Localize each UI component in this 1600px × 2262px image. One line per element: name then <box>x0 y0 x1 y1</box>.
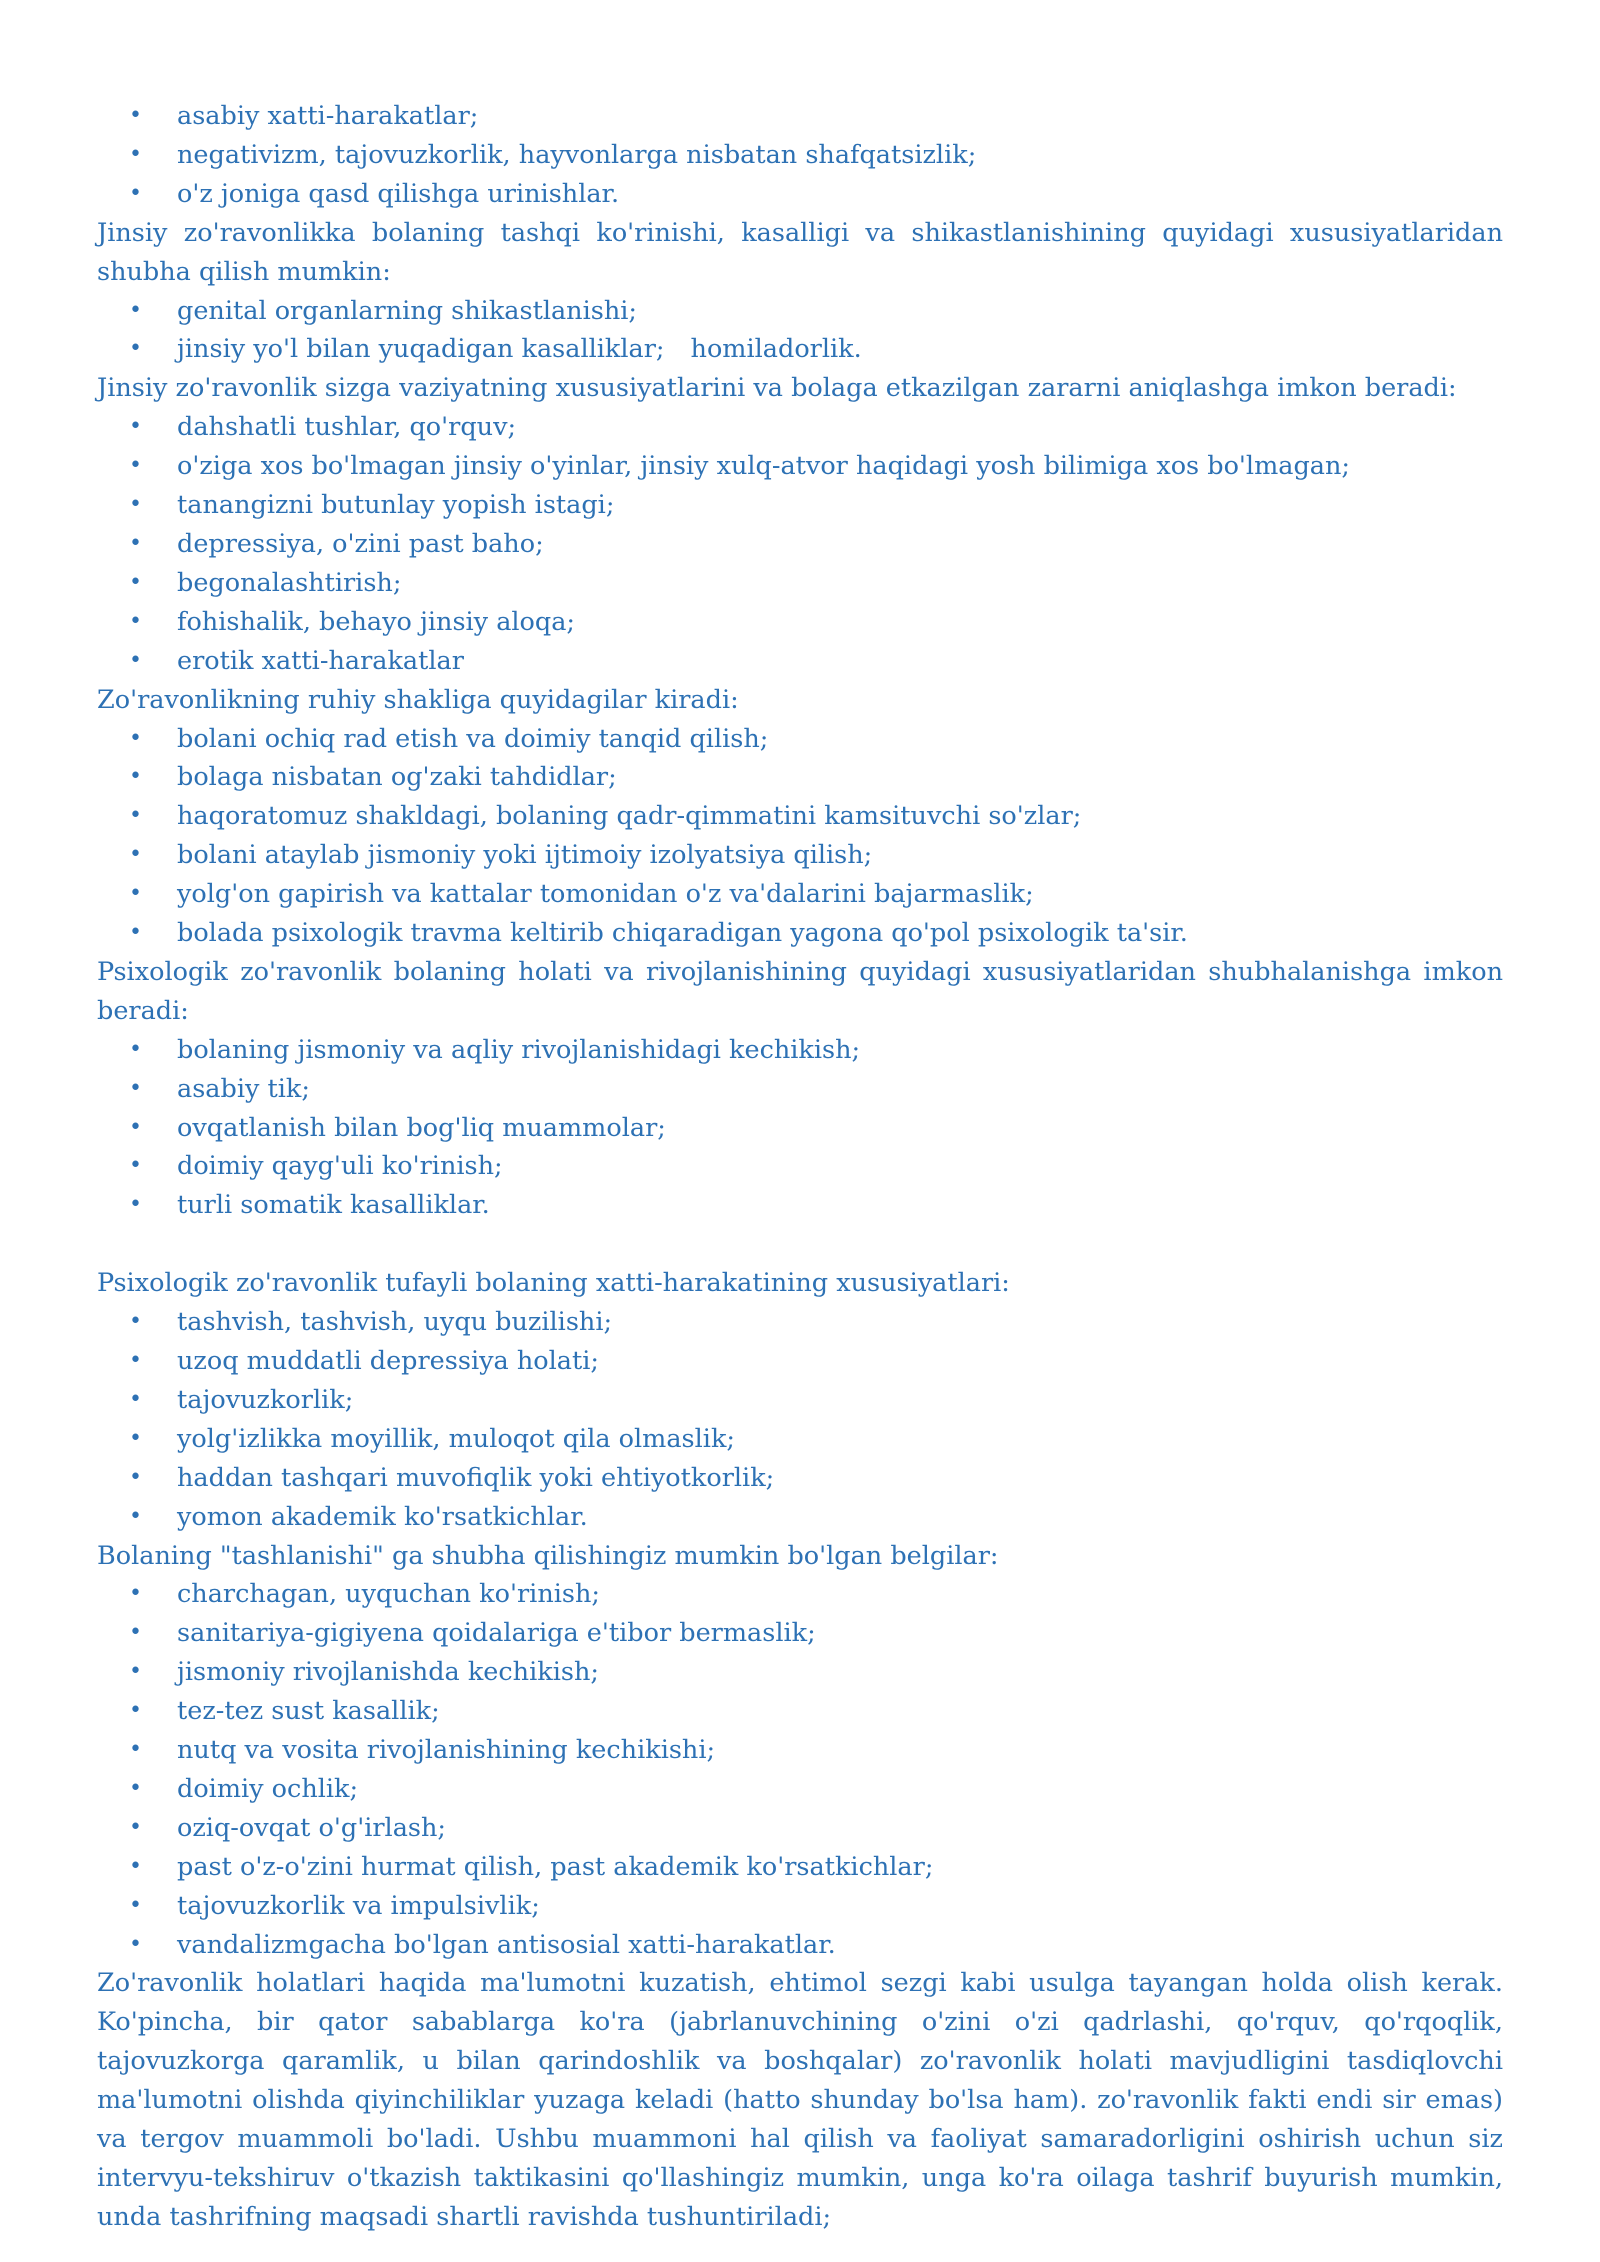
bullet-icon: • <box>129 297 142 323</box>
list-item <box>97 330 1503 369</box>
bullet-icon: • <box>129 1892 142 1918</box>
bullet-icon: • <box>129 141 142 167</box>
list-item <box>97 1770 1503 1809</box>
bullet-icon: • <box>129 180 142 206</box>
list-item-text: tashvish, tashvish, uyqu buzilishi; <box>177 1307 613 1338</box>
list-item <box>97 564 1503 603</box>
list-item-text: haqoratomuz shakldagi, bolaning qadr-qimmatini kamsituvchi so'zlar; <box>177 801 1082 832</box>
bullet-list <box>97 292 1503 370</box>
bullet-icon: • <box>129 1114 142 1140</box>
bullet-icon: • <box>129 569 142 595</box>
bullet-icon: • <box>129 1853 142 1879</box>
bullet-icon: • <box>129 1309 142 1335</box>
list-item-text: o'ziga xos bo'lmagan jinsiy o'yinlar, jinsiy xulq-atvor haqidagi yosh bilimiga xos bo'lmagan; <box>177 451 1351 482</box>
paragraph: Zo'ravonlikning ruhiy shakliga quyidagilar kiradi: <box>97 684 739 715</box>
list-item-text: doimiy ochlik; <box>177 1773 359 1804</box>
list-item-text: begonalashtirish; <box>177 567 402 598</box>
bullet-icon: • <box>129 1931 142 1957</box>
list-item <box>97 603 1503 642</box>
list-item-text: vandalizmgacha bo'lgan antisosial xatti-harakatlar. <box>177 1929 836 1960</box>
bullet-icon: • <box>129 414 142 440</box>
bullet-icon: • <box>129 1425 142 1451</box>
paragraph: Psixologik zo'ravonlik bolaning holati va rivojlanishining quyidagi xususiyatlaridan shubhalanishga imkon beradi: <box>97 956 1503 1026</box>
list-item <box>97 836 1503 875</box>
list-item <box>97 1926 1503 1965</box>
list-item <box>97 1459 1503 1498</box>
list-item-text: dahshatli tushlar, qo'rquv; <box>177 412 517 443</box>
bullet-icon: • <box>129 1698 142 1724</box>
list-item <box>97 720 1503 759</box>
list-item-text: bolada psixologik travma keltirib chiqaradigan yagona qo'pol psixologik ta'sir. <box>177 918 1188 949</box>
list-item-text: haddan tashqari muvofiqlik yoki ehtiyotkorlik; <box>177 1462 775 1493</box>
list-item-text: uzoq muddatli depressiya holati; <box>177 1345 599 1376</box>
list-item-text: asabiy tik; <box>177 1073 310 1104</box>
bullet-icon: • <box>129 1464 142 1490</box>
list-item <box>97 1887 1503 1926</box>
list-item <box>97 97 1503 136</box>
bullet-icon: • <box>129 881 142 907</box>
list-item <box>97 525 1503 564</box>
paragraph: Psixologik zo'ravonlik tufayli bolaning xatti-harakatining xususiyatlari: <box>97 1268 1010 1299</box>
list-item-text: jinsiy yo'l bilan yuqadigan kasalliklar; <box>177 334 665 365</box>
list-item-text: bolaning jismoniy va aqliy rivojlanishidagi kechikish; <box>177 1034 861 1065</box>
bullet-icon: • <box>129 608 142 634</box>
bullet-icon: • <box>129 647 142 673</box>
list-item-text: negativizm, tajovuzkorlik, hayvonlarga nisbatan shafqatsizlik; <box>177 139 977 170</box>
list-item <box>97 1731 1503 1770</box>
list-item-text: depressiya, o'zini past baho; <box>177 528 544 559</box>
bullet-icon: • <box>129 1581 142 1607</box>
list-item-text: bolani ataylab jismoniy yoki ijtimoiy izolyatsiya qilish; <box>177 840 873 871</box>
list-item-text: jismoniy rivojlanishda kechikish; <box>177 1657 599 1688</box>
list-item <box>97 642 1503 681</box>
list-item-text: tajovuzkorlik; <box>177 1384 354 1415</box>
list-item-text: genital organlarning shikastlanishi; <box>177 295 638 326</box>
list-item <box>97 1342 1503 1381</box>
list-item <box>97 1109 1503 1148</box>
list-item <box>97 1070 1503 1109</box>
list-item-text: yomon akademik ko'rsatkichlar. <box>177 1501 588 1532</box>
list-item <box>97 486 1503 525</box>
list-item-text: charchagan, uyquchan ko'rinish; <box>177 1579 601 1610</box>
list-item-text: yolg'izlikka moyillik, muloqot qila olmaslik; <box>177 1423 735 1454</box>
list-item <box>97 797 1503 836</box>
paragraph: Jinsiy zo'ravonlik sizga vaziyatning xususiyatlarini va bolaga etkazilgan zararni aniqlashga imkon beradi: <box>97 373 1457 404</box>
blank-line <box>97 1225 1503 1264</box>
list-item <box>97 758 1503 797</box>
list-item-text: erotik xatti-harakatlar <box>177 645 464 676</box>
list-item-text: yolg'on gapirish va kattalar tomonidan o'z va'dalarini bajarmaslik; <box>177 879 1034 910</box>
bullet-icon: • <box>129 1503 142 1529</box>
bullet-list <box>97 97 1503 214</box>
list-item-text: asabiy xatti-harakatlar; <box>177 101 479 131</box>
list-item-text: o'z joniga qasd qilishga urinishlar. <box>177 178 620 209</box>
bullet-icon: • <box>129 1386 142 1412</box>
list-item <box>97 1303 1503 1342</box>
list-item <box>97 914 1503 953</box>
bullet-icon: • <box>129 1192 142 1218</box>
bullet-list <box>97 408 1503 680</box>
bullet-icon: • <box>129 1153 142 1179</box>
list-item <box>97 1031 1503 1070</box>
list-item-text: sanitariya-gigiyena qoidalariga e'tibor bermaslik; <box>177 1618 816 1649</box>
list-item-text: tez-tez sust kasallik; <box>177 1696 440 1727</box>
list-item <box>97 1653 1503 1692</box>
bullet-icon: • <box>129 1620 142 1646</box>
bullet-icon: • <box>129 1814 142 1840</box>
bullet-icon: • <box>129 842 142 868</box>
bullet-icon: • <box>129 1737 142 1763</box>
bullet-icon: • <box>129 1775 142 1801</box>
list-item-text: bolani ochiq rad etish va doimiy tanqid qilish; <box>177 723 769 754</box>
list-item-inline-text: homiladorlik. <box>690 334 862 365</box>
list-item <box>97 292 1503 331</box>
list-item-text: fohishalik, behayo jinsiy aloqa; <box>177 606 576 637</box>
bullet-icon: • <box>129 336 142 362</box>
list-item <box>97 1498 1503 1537</box>
list-item-text: bolaga nisbatan og'zaki tahdidlar; <box>177 762 617 793</box>
list-item <box>97 1614 1503 1653</box>
paragraph: Bolaning "tashlanishi" ga shubha qilishingiz mumkin bo'lgan belgilar: <box>97 1540 999 1571</box>
bullet-icon: • <box>129 492 142 518</box>
list-item-text: oziq-ovqat o'g'irlash; <box>177 1812 447 1843</box>
paragraph: Jinsiy zo'ravonlikka bolaning tashqi ko'rinishi, kasalligi va shikastlanishining quyidagi xususiyatlaridan shubha qilish mumkin: <box>97 217 1503 287</box>
list-item <box>97 136 1503 175</box>
list-item <box>97 1575 1503 1614</box>
bullet-icon: • <box>129 1347 142 1373</box>
bullet-icon: • <box>129 453 142 479</box>
list-item-text: tajovuzkorlik va impulsivlik; <box>177 1890 540 1921</box>
list-item <box>97 1420 1503 1459</box>
list-item <box>97 1848 1503 1887</box>
list-item <box>97 447 1503 486</box>
bullet-icon: • <box>129 1036 142 1062</box>
bullet-list <box>97 1303 1503 1536</box>
bullet-icon: • <box>129 725 142 751</box>
list-item-text: nutq va vosita rivojlanishining kechikishi; <box>177 1735 716 1766</box>
list-item-text: tanangizni butunlay yopish istagi; <box>177 490 615 521</box>
bullet-list <box>97 1031 1503 1226</box>
bullet-icon: • <box>129 920 142 946</box>
list-item <box>97 875 1503 914</box>
bullet-list <box>97 720 1503 953</box>
list-item <box>97 1381 1503 1420</box>
document-page <box>97 97 1503 2237</box>
list-item <box>97 408 1503 447</box>
list-item <box>97 175 1503 214</box>
bullet-icon: • <box>129 103 142 128</box>
paragraph: Zo'ravonlik holatlari haqida ma'lumotni kuzatish, ehtimol sezgi kabi usulga tayangan holda olish kerak. Ko'pincha, bir qator sabablarga ko'ra (jabrlanuvchining o'zini o'zi qadrlashi, qo'rquv, qo'rqoqlik, tajovuzkorga qaramlik, u bilan qarindoshlik va boshqalar) zo'ravonlik holati mavjudligini tasdiqlovchi ma'lumotni olishda qiyinchiliklar yuzaga keladi (hatto shunday bo'lsa ham). zo'ravonlik fakti endi sir emas) va tergov muammoli bo'ladi. Ushbu muammoni hal qilish va faoliyat samaradorligini oshirish uchun siz intervyu-tekshiruv o'tkazish taktikasini qo'llashingiz mumkin, unga ko'ra oilaga tashrif buyurish mumkin, unda tashrifning maqsadi shartli ravishda tushuntiriladi; <box>97 1968 1503 2232</box>
list-item <box>97 1147 1503 1186</box>
list-item-text: ovqatlanish bilan bog'liq muammolar; <box>177 1112 666 1143</box>
list-item-text: doimiy qayg'uli ko'rinish; <box>177 1151 503 1182</box>
list-item-text: past o'z-o'zini hurmat qilish, past akademik ko'rsatkichlar; <box>177 1851 934 1882</box>
bullet-icon: • <box>129 764 142 790</box>
list-item <box>97 1809 1503 1848</box>
bullet-list <box>97 1575 1503 1964</box>
bullet-icon: • <box>129 1075 142 1101</box>
bullet-icon: • <box>129 1659 142 1685</box>
list-item <box>97 1186 1503 1225</box>
bullet-icon: • <box>129 803 142 829</box>
list-item-text: turli somatik kasalliklar. <box>177 1190 490 1221</box>
list-item <box>97 1692 1503 1731</box>
bullet-icon: • <box>129 530 142 556</box>
